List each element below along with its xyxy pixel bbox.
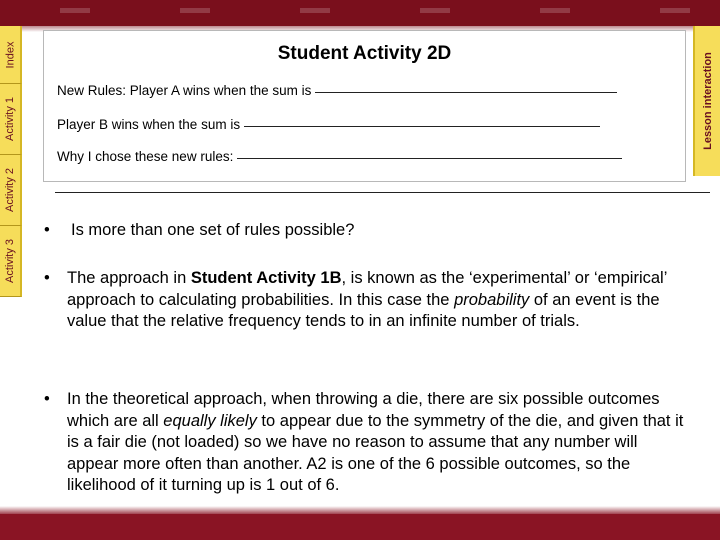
tab-activity-1-label: Activity 1: [4, 96, 17, 142]
bullet-theoretical-approach-text: [67, 389, 684, 497]
tab-activity-2-label: Activity 2: [4, 167, 17, 213]
rule-b-answer-field[interactable]: [244, 126, 600, 127]
reason-answer-field[interactable]: [237, 158, 622, 159]
bullet-3-part-1: In the theoretical approach, when throwing a die, there are six possible outcomes which are all: [67, 390, 660, 430]
top-banner: [0, 0, 720, 26]
tab-index[interactable]: [0, 26, 22, 84]
bullet-dot: •: [44, 390, 50, 408]
bullet-rules-question: [44, 220, 664, 242]
reason-answer-line-2[interactable]: [55, 192, 710, 193]
bullet-rules-question-text: Is more than one set of rules possible?: [71, 221, 355, 239]
tab-activity-2[interactable]: [0, 155, 22, 226]
bullet-2-part-5: of an event is the value that the relative frequency tends to in an infinite number of trials.: [67, 290, 660, 330]
rule-a-answer-field[interactable]: [315, 92, 617, 93]
rule-b-row: [57, 117, 600, 132]
bottom-banner: [0, 514, 720, 540]
tab-index-label: Index: [4, 41, 17, 68]
bullet-3-part-3: to appear due to the symmetry of the die, and given that it is a fair die (not loaded) so we have no reason to assume that any number will appear more often than another. A2 is one of the 6 possible outcomes, so the likelihood of it turning up is 1 out of 6.: [67, 411, 684, 494]
tab-activity-1[interactable]: [0, 84, 22, 155]
tab-activity-3[interactable]: [0, 226, 22, 297]
tab-activity-3-label: Activity 3: [4, 238, 17, 284]
bullet-experimental-approach: [44, 268, 682, 333]
bullet-dot: •: [44, 269, 50, 287]
tab-lesson-interaction[interactable]: [693, 26, 720, 176]
banner-texture: [20, 8, 700, 13]
bullet-3-emphasis-equally-likely: equally likely: [163, 411, 257, 430]
reason-label: Why I chose these new rules:: [57, 149, 234, 164]
left-nav: [0, 26, 22, 316]
bullet-theoretical-approach: [44, 389, 684, 497]
bullet-experimental-approach-text: [67, 268, 682, 333]
rule-a-row: [57, 83, 617, 98]
rule-a-label: New Rules: Player A wins when the sum is: [57, 83, 312, 98]
bullet-2-part-1: The approach in: [67, 269, 191, 287]
activity-box: [43, 30, 686, 182]
bullet-dot: •: [44, 221, 50, 239]
bullet-2-emphasis-activity: Student Activity 1B: [190, 269, 342, 287]
tab-lesson-interaction-label: Lesson interaction: [701, 52, 714, 150]
bullet-2-emphasis-probability: probability: [454, 290, 530, 309]
reason-row: [57, 149, 622, 164]
activity-title: Student Activity 2D: [277, 43, 452, 64]
rule-b-label: Player B wins when the sum is: [57, 117, 241, 132]
bullet-2-part-3: , is known as the ‘experimental’ or ‘empirical’ approach to calculating probabilities. In this case the: [67, 269, 667, 309]
